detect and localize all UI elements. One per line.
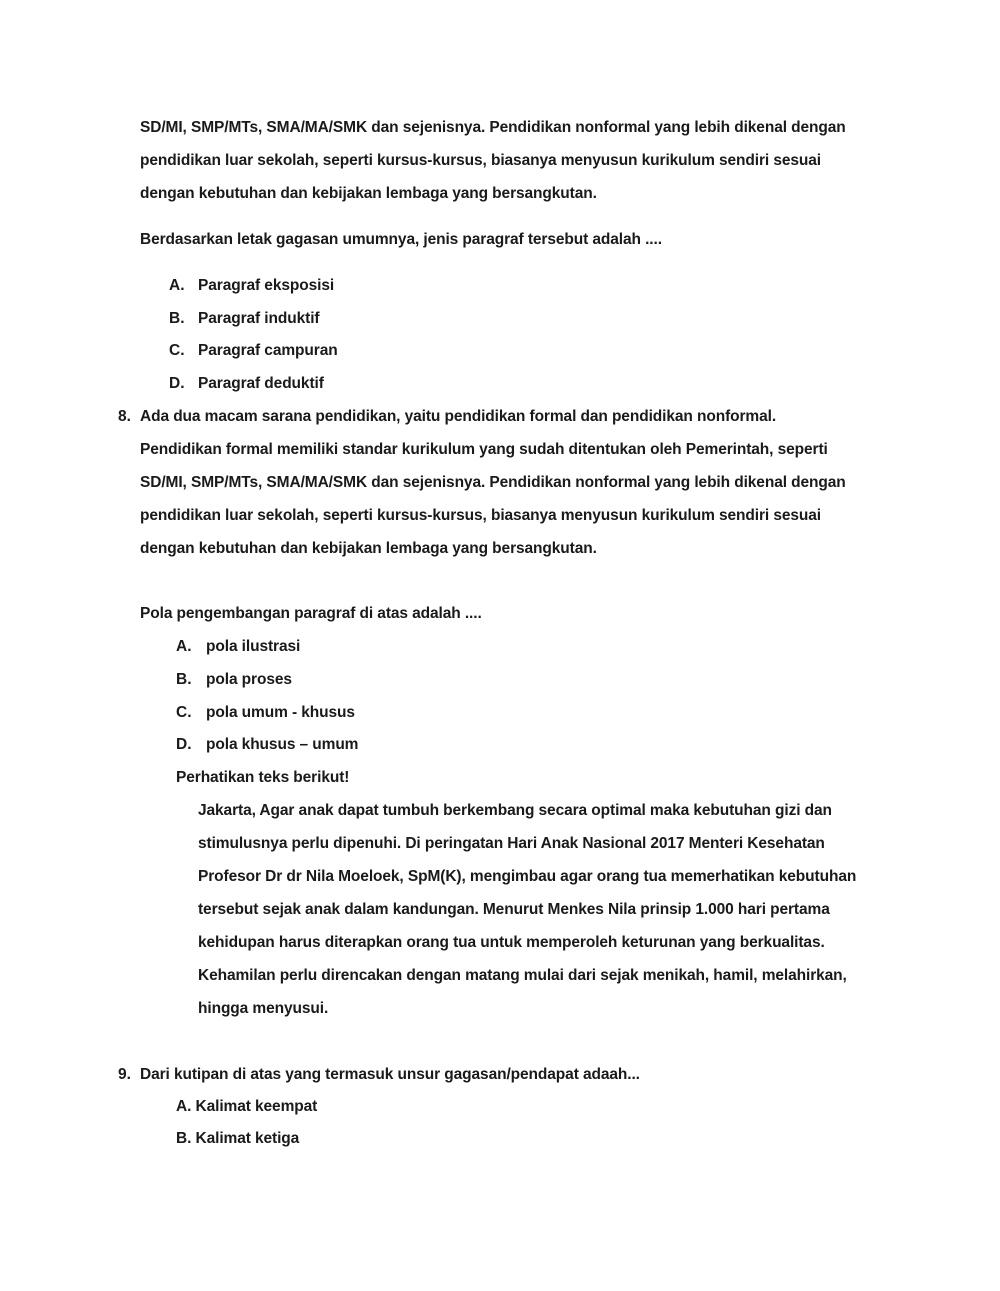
q8-option-a[interactable]: pola ilustrasi <box>206 638 301 655</box>
q7-question: Berdasarkan letak gagasan umumnya, jenis paragraf tersebut adalah .... <box>140 231 662 248</box>
q8-option-d-letter[interactable]: D. <box>176 736 192 753</box>
q8-option-b[interactable]: pola proses <box>206 671 292 688</box>
q7-option-d-letter[interactable]: D. <box>169 375 185 392</box>
q8-passage-line: dengan kebutuhan dan kebijakan lembaga yang bersangkutan. <box>140 540 597 557</box>
q8-option-d[interactable]: pola khusus – umum <box>206 736 359 753</box>
q7-option-a-letter[interactable]: A. <box>169 277 185 294</box>
text-block-line: Kehamilan perlu direncakan dengan matang mulai dari sejak menikah, hamil, melahirkan, <box>198 967 847 984</box>
q9-question: Dari kutipan di atas yang termasuk unsur gagasan/pendapat adaah... <box>140 1066 640 1083</box>
text-block-line: kehidupan harus diterapkan orang tua untuk memperoleh keturunan yang berkualitas. <box>198 934 825 951</box>
q8-passage-line: Pendidikan formal memiliki standar kurikulum yang sudah ditentukan oleh Pemerintah, seperti <box>140 441 828 458</box>
q8-option-c-letter[interactable]: C. <box>176 704 192 721</box>
q7-option-c-letter[interactable]: C. <box>169 342 185 359</box>
q9-number: 9. <box>118 1066 131 1083</box>
q7-passage-line: dengan kebutuhan dan kebijakan lembaga yang bersangkutan. <box>140 185 597 202</box>
q7-option-d[interactable]: Paragraf deduktif <box>198 375 324 392</box>
text-block-line: hingga menyusui. <box>198 1000 329 1017</box>
text-block-line: Profesor Dr dr Nila Moeloek, SpM(K), mengimbau agar orang tua memerhatikan kebutuhan <box>198 868 857 885</box>
q7-option-a[interactable]: Paragraf eksposisi <box>198 277 335 294</box>
q7-passage-line: pendidikan luar sekolah, seperti kursus-kursus, biasanya menyusun kurikulum sendiri sesuai <box>140 152 821 169</box>
text-block-line: stimulusnya perlu dipenuhi. Di peringatan Hari Anak Nasional 2017 Menteri Kesehatan <box>198 835 825 852</box>
q7-option-c[interactable]: Paragraf campuran <box>198 342 338 359</box>
q8-passage-line: Ada dua macam sarana pendidikan, yaitu pendidikan formal dan pendidikan nonformal. <box>140 408 777 425</box>
q8-number: 8. <box>118 408 131 425</box>
q9-option-a[interactable]: A. Kalimat keempat <box>176 1098 318 1115</box>
q7-option-b[interactable]: Paragraf induktif <box>198 310 320 327</box>
q7-passage-line: SD/MI, SMP/MTs, SMA/MA/SMK dan sejenisnya. Pendidikan nonformal yang lebih dikenal dengan <box>140 119 846 136</box>
text-block-line: tersebut sejak anak dalam kandungan. Menurut Menkes Nila prinsip 1.000 hari pertama <box>198 901 830 918</box>
q9-option-b[interactable]: B. Kalimat ketiga <box>176 1130 300 1147</box>
text-block-line: Jakarta, Agar anak dapat tumbuh berkembang secara optimal maka kebutuhan gizi dan <box>198 802 832 819</box>
q7-option-b-letter[interactable]: B. <box>169 310 185 327</box>
q8-option-b-letter[interactable]: B. <box>176 671 192 688</box>
q8-question: Pola pengembangan paragraf di atas adalah .... <box>140 605 482 622</box>
q8-passage-line: SD/MI, SMP/MTs, SMA/MA/SMK dan sejenisnya. Pendidikan nonformal yang lebih dikenal dengan <box>140 474 846 491</box>
q8-option-a-letter[interactable]: A. <box>176 638 192 655</box>
q8-option-c[interactable]: pola umum - khusus <box>206 704 355 721</box>
text-block-heading: Perhatikan teks berikut! <box>176 769 350 786</box>
q8-passage-line: pendidikan luar sekolah, seperti kursus-kursus, biasanya menyusun kurikulum sendiri sesuai <box>140 507 821 524</box>
